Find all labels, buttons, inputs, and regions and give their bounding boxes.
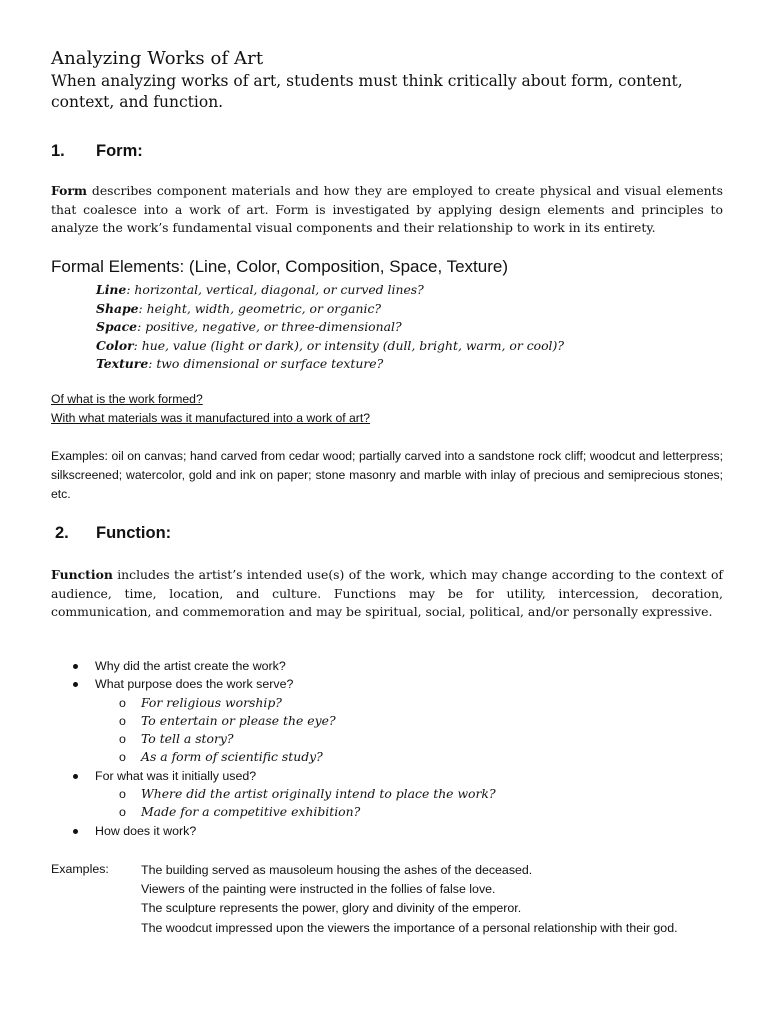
function-examples <box>141 861 723 938</box>
circle-bullet-icon: o <box>119 695 126 710</box>
function-term: Function <box>51 567 113 582</box>
form-heading <box>51 142 143 161</box>
list-item: For what was it initially used? <box>73 767 713 785</box>
intro-paragraph: When analyzing works of art, students must think critically about form, content, context, and function. <box>51 72 683 111</box>
form-examples: Examples: oil on canvas; hand carved from cedar wood; partially carved into a sandstone rock cliff; woodcut and letterpress; silkscreened; watercolor, gold and ink on paper; stone masonry and marble with inlay of precious and semiprecious stones; etc. <box>51 449 723 501</box>
form-question-1: Of what is the work formed? <box>51 392 203 406</box>
form-question-2: With what materials was it manufactured into a work of art? <box>51 411 371 425</box>
list-item: What purpose does the work serve? <box>73 675 713 693</box>
example-line: Viewers of the painting were instructed in the follies of false love. <box>141 882 496 897</box>
bullet-icon <box>73 829 78 834</box>
element-space: Space: positive, negative, or three-dimensional? <box>96 319 402 334</box>
form-heading-label: Form: <box>96 142 143 160</box>
form-heading-number: 1. <box>51 142 65 160</box>
sub-list-item: o To tell a story? <box>73 730 713 748</box>
form-term: Form <box>51 183 88 198</box>
function-examples-label: Examples: <box>51 862 109 876</box>
circle-bullet-icon: o <box>119 732 126 747</box>
sub-list-item: o Made for a competitive exhibition? <box>73 803 713 821</box>
list-item: How does it work? <box>73 822 713 840</box>
document-page <box>51 0 723 1024</box>
formal-elements-title: Formal Elements: (Line, Color, Composition, Space, Texture) <box>51 257 508 276</box>
function-heading <box>55 524 171 543</box>
function-description <box>51 566 723 622</box>
example-line: The woodcut impressed upon the viewers the importance of a personal relationship with their god. <box>141 920 678 935</box>
sub-list-item: o To entertain or please the eye? <box>73 712 713 730</box>
element-line: Line: horizontal, vertical, diagonal, or curved lines? <box>96 282 424 297</box>
function-description-text: includes the artist’s intended use(s) of the work, which may change according to the context of audience, time, location, and culture. Functions may be for utility, intercession, decoration, communication, and commemoration and may be spiritual, social, political, and/or personally expressive. <box>51 567 723 619</box>
function-questions-list <box>73 657 713 840</box>
example-line: The building served as mausoleum housing the ashes of the deceased. <box>141 863 533 877</box>
formal-elements-list <box>96 281 564 374</box>
sub-list-item: o Where did the artist originally intend to place the work? <box>73 785 713 803</box>
element-texture: Texture: two dimensional or surface texture? <box>96 356 384 371</box>
list-item: Why did the artist create the work? <box>73 657 713 675</box>
bullet-icon <box>73 774 78 779</box>
example-line: The sculpture represents the power, glory and divinity of the emperor. <box>141 901 522 916</box>
bullet-icon <box>73 664 78 669</box>
element-shape: Shape: height, width, geometric, or organic? <box>96 300 382 316</box>
circle-bullet-icon: o <box>119 805 126 820</box>
element-color: Color: hue, value (light or dark), or intensity (dull, bright, warm, or cool)? <box>96 337 564 353</box>
bullet-icon <box>73 682 78 687</box>
circle-bullet-icon: o <box>119 713 126 728</box>
form-description-text: describes component materials and how they are employed to create physical and visual elements that coalesce into a work of art. Form is investigated by applying design elements and principles to analyze the work’s fundamental visual components and their relationship to work in its entirety. <box>51 183 723 235</box>
sub-list-item: o As a form of scientific study? <box>73 748 713 766</box>
circle-bullet-icon: o <box>119 787 126 802</box>
sub-list-item: o For religious worship? <box>73 694 713 712</box>
form-description <box>51 182 723 238</box>
circle-bullet-icon: o <box>119 750 126 765</box>
function-heading-number: 2. <box>55 524 69 542</box>
page-title: Analyzing Works of Art <box>51 48 264 69</box>
function-heading-label: Function: <box>96 524 172 542</box>
